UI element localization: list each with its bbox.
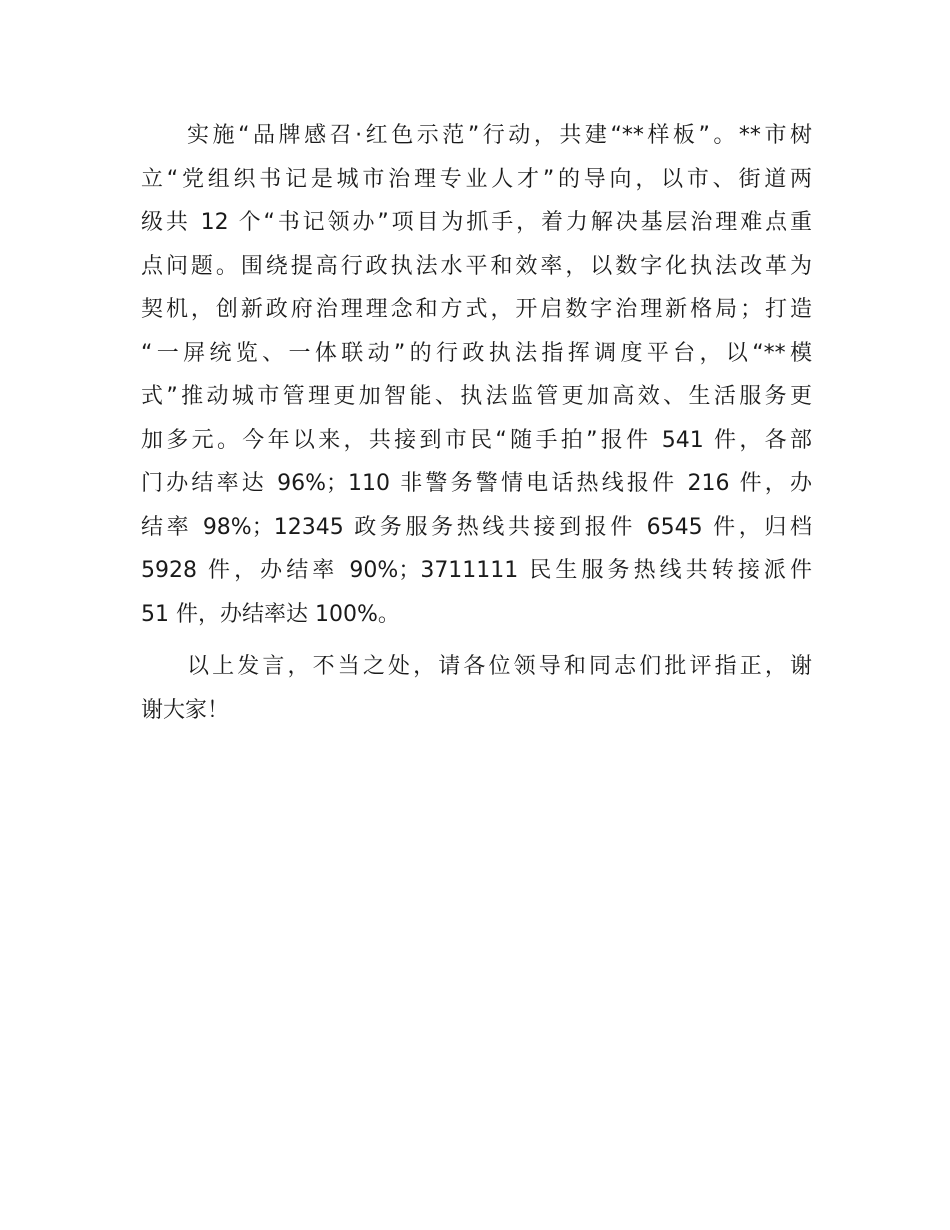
paragraph-city-governance (141, 114, 812, 636)
paragraph-spacer (141, 636, 812, 645)
text-line: 门办结率达 96%；110 非警务警情电话热线报件 216 件，办 (141, 471, 812, 496)
text-line: 点问题。围绕提高行政执法水平和效率，以数字化执法改革为 (141, 253, 812, 279)
text-line: 实施“品牌感召·红色示范”行动，共建“**样板”。**市树 (187, 123, 812, 148)
text-line: 51 件，办结率达 100%。 (141, 601, 400, 627)
paragraph-closing-remarks (141, 645, 812, 732)
text-line: 立“党组织书记是城市治理专业人才”的导向，以市、街道两 (141, 166, 812, 192)
text-line: 谢大家！ (141, 697, 230, 723)
text-line: 式”推动城市管理更加智能、执法监管更加高效、生活服务更 (141, 384, 812, 409)
text-line: 结率 98%；12345 政务服务热线共接到报件 6545 件，归档 (141, 514, 812, 540)
text-line: “一屏统览、一体联动”的行政执法指挥调度平台，以“**模 (141, 340, 812, 366)
text-line: 以上发言，不当之处，请各位领导和同志们批评指正，谢 (187, 654, 812, 679)
text-line: 加多元。今年以来，共接到市民“随手拍”报件 541 件，各部 (141, 427, 812, 453)
text-line: 5928 件，办结率 90%；3711111 民生服务热线共转接派件 (141, 558, 812, 583)
text-line: 契机，创新政府治理理念和方式，开启数字治理新格局；打造 (141, 297, 812, 322)
text-line: 级共 12 个“书记领办”项目为抓手，着力解决基层治理难点重 (141, 210, 812, 235)
document-body (141, 114, 812, 732)
